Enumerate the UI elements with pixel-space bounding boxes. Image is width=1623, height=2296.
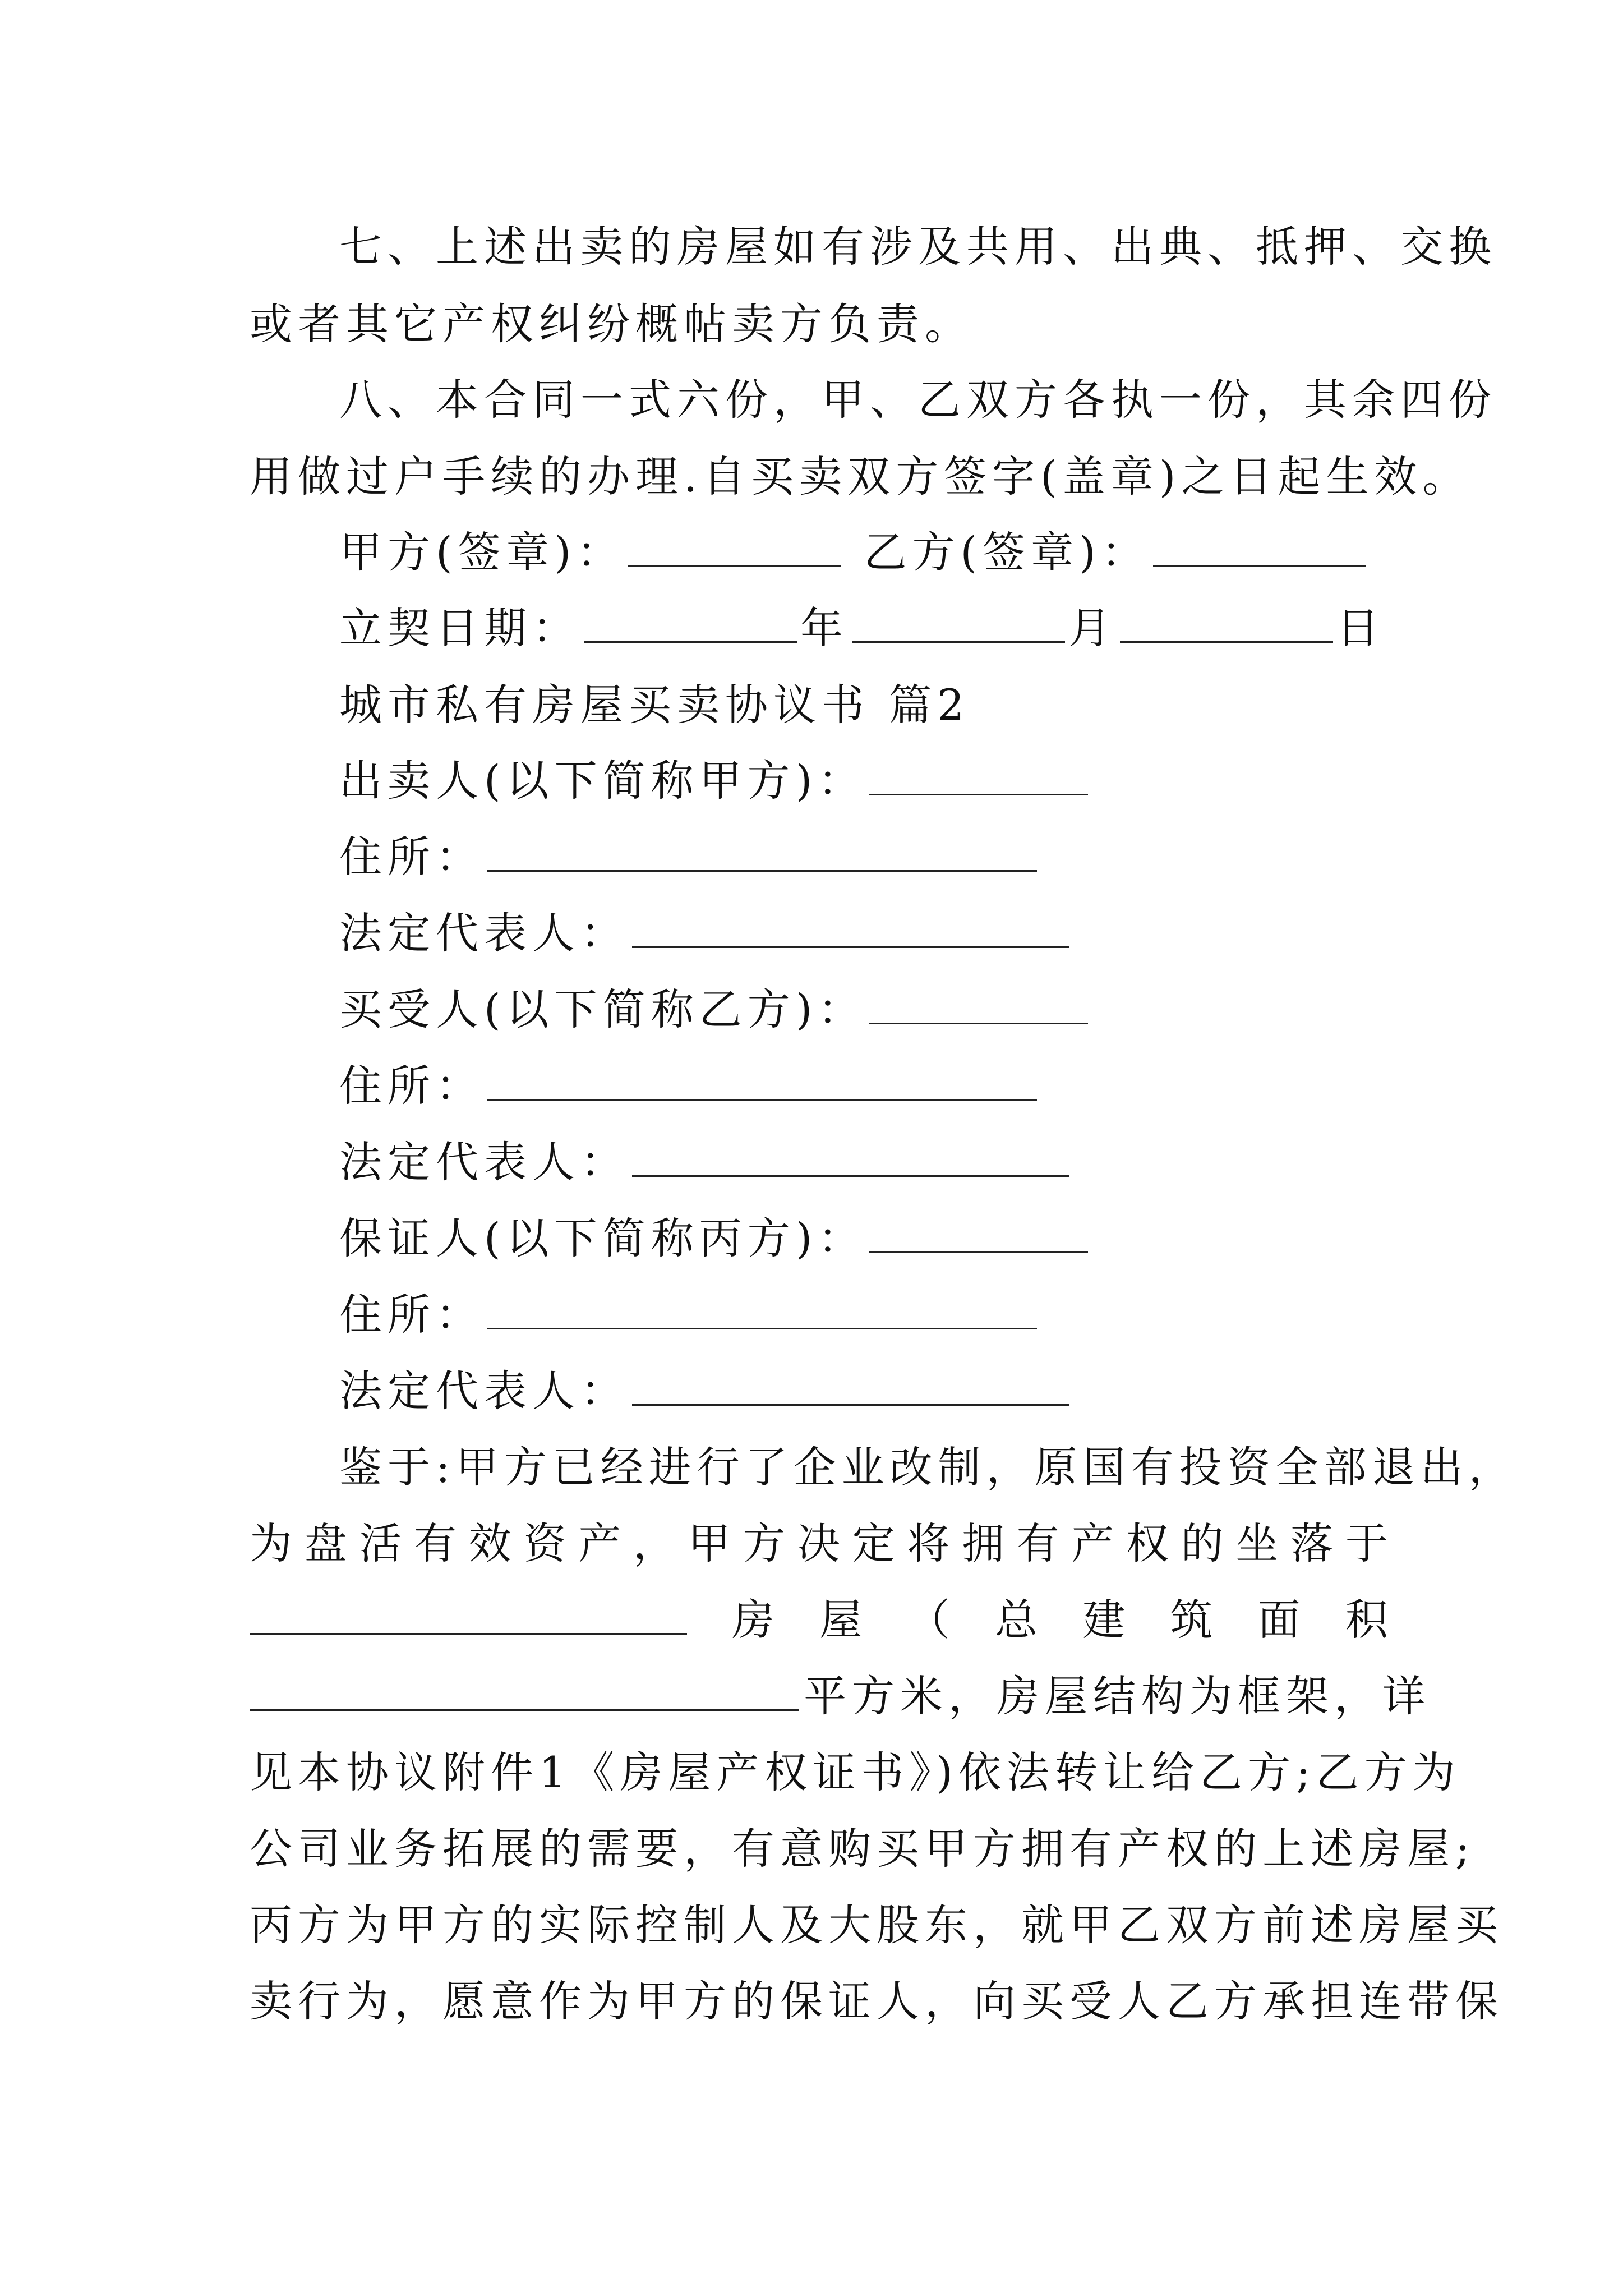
- recital-char: 甲: [688, 1519, 731, 1568]
- guarantor-address-label: 住所：: [339, 1290, 484, 1340]
- recital-char: ，: [633, 1519, 676, 1568]
- section-title: 城市私有房屋买卖协议书 篇2: [339, 680, 970, 730]
- recital-char: 的: [1181, 1519, 1224, 1568]
- party-b-signature-label: 乙方(签章)：: [864, 527, 1150, 577]
- guarantor-rep-blank: [632, 1370, 1069, 1406]
- day-blank: [1120, 608, 1333, 643]
- recital-char: 建: [1082, 1595, 1126, 1645]
- clause-8-line-2: 用做过户手续的办理.自买卖双方签字(盖章)之日起生效。: [250, 452, 1471, 501]
- recital-char: 产: [1071, 1519, 1114, 1568]
- recital-char: 积: [1345, 1595, 1388, 1645]
- recital-char: 权: [1126, 1519, 1169, 1568]
- buyer-rep-line: [339, 1134, 1478, 1190]
- guarantor-blank: [869, 1218, 1088, 1253]
- year-label: 年: [800, 603, 849, 653]
- property-location-blank: [250, 1599, 687, 1635]
- recital-char: 坐: [1235, 1519, 1279, 1568]
- buyer-rep-label: 法定代表人：: [339, 1137, 629, 1187]
- guarantor-line: [339, 1211, 1478, 1267]
- buyer-label: 买受人(以下简称乙方)：: [339, 984, 866, 1034]
- buyer-rep-blank: [632, 1142, 1069, 1177]
- recital-char: 活: [359, 1519, 402, 1568]
- seller-address-blank: [487, 836, 1037, 872]
- recital-char: 落: [1290, 1519, 1334, 1568]
- recital-line-1: 鉴于:甲方已经进行了企业改制，原国有投资全部退出，: [339, 1442, 1517, 1492]
- month-blank: [852, 608, 1065, 643]
- recital-line-5: 见本协议附件1《房屋产权证书》)依法转让给乙方;乙方为: [250, 1747, 1461, 1797]
- recital-line-8: 卖行为，愿意作为甲方的保证人，向买受人乙方承担连带保: [250, 1976, 1504, 2026]
- seller-rep-line: [339, 905, 1478, 961]
- recital-char: 决: [797, 1519, 840, 1568]
- recital-char: （: [907, 1595, 950, 1645]
- guarantor-address-line: [339, 1287, 1478, 1343]
- recital-char: 有: [1016, 1519, 1059, 1568]
- seller-address-line: [339, 829, 1478, 885]
- clause-7-line-2: 或者其它产权纠纷概帖卖方负责。: [250, 299, 973, 349]
- property-chars: [732, 1592, 1388, 1648]
- buyer-address-blank: [487, 1065, 1037, 1101]
- seller-line: [339, 753, 1478, 809]
- day-label: 日: [1336, 603, 1385, 653]
- recital-char: 方: [743, 1519, 786, 1568]
- year-blank: [584, 608, 797, 643]
- recital-char: 屋: [819, 1595, 863, 1645]
- recital-char: 于: [1345, 1519, 1388, 1568]
- recital-line-6: 公司业务拓展的需要，有意购买甲方拥有产权的上述房屋;: [250, 1824, 1476, 1874]
- recital-char: 筑: [1170, 1595, 1213, 1645]
- signature-line: [339, 524, 1478, 581]
- recital-char: 资: [523, 1519, 566, 1568]
- recital-char: 产: [578, 1519, 621, 1568]
- guarantor-rep-line: [339, 1363, 1478, 1419]
- recital-char: 总: [994, 1595, 1038, 1645]
- recital-char: 有: [414, 1519, 457, 1568]
- recital-char: 为: [250, 1519, 292, 1568]
- clause-8-line-1: 八、本合同一式六份，甲、乙双方各执一份，其余四份: [339, 375, 1497, 425]
- party-a-signature-label: 甲方(签章)：: [339, 527, 625, 577]
- party-b-signature-blank: [1153, 532, 1366, 567]
- recital-char: 房: [732, 1595, 774, 1645]
- buyer-blank: [869, 989, 1088, 1024]
- guarantor-rep-label: 法定代表人：: [339, 1366, 629, 1416]
- seller-rep-blank: [632, 913, 1069, 948]
- recital-line-7: 丙方为甲方的实际控制人及大股东，就甲乙双方前述房屋买: [250, 1900, 1504, 1950]
- seller-rep-label: 法定代表人：: [339, 908, 629, 958]
- recital-line-4-text: 平方米，房屋结构为框架，详: [804, 1671, 1431, 1721]
- clause-7-line-1: 七、上述出卖的房屋如有涉及共用、出典、抵押、交换: [339, 222, 1497, 272]
- buyer-address-label: 住所：: [339, 1061, 484, 1111]
- seller-address-label: 住所：: [339, 832, 484, 882]
- buyer-address-line: [339, 1058, 1478, 1114]
- buyer-line: [339, 982, 1478, 1038]
- guarantor-address-blank: [487, 1294, 1037, 1329]
- recital-char: 定: [852, 1519, 895, 1568]
- month-label: 月: [1068, 603, 1117, 653]
- recital-char: 面: [1257, 1595, 1301, 1645]
- seller-blank: [869, 760, 1088, 795]
- seller-label: 出卖人(以下简称甲方)：: [339, 756, 866, 806]
- floor-area-blank: [250, 1676, 799, 1711]
- recital-line-3: [250, 1592, 1388, 1648]
- recital-char: 将: [907, 1519, 950, 1568]
- recital-char: 盘: [304, 1519, 347, 1568]
- recital-line-2: [250, 1516, 1388, 1572]
- recital-line-4: [250, 1668, 1431, 1724]
- contract-date-line: [339, 600, 1478, 656]
- recital-char: 拥: [961, 1519, 1004, 1568]
- date-label: 立契日期：: [339, 603, 580, 653]
- party-a-signature-blank: [628, 532, 841, 567]
- guarantor-label: 保证人(以下简称丙方)：: [339, 1213, 866, 1263]
- recital-char: 效: [468, 1519, 511, 1568]
